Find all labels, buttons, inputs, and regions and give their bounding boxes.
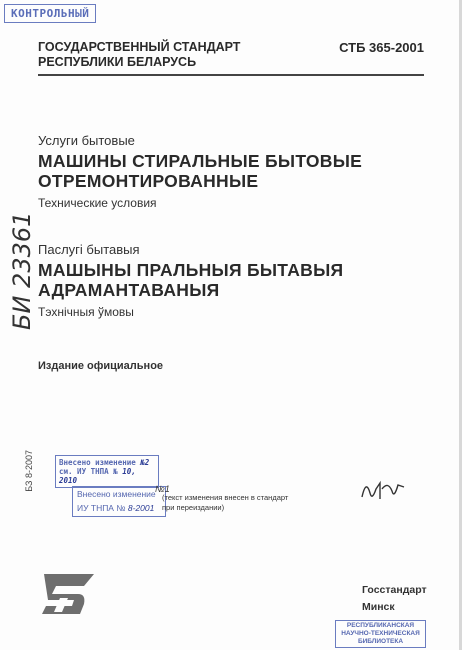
be-title-line1: МАШЫНЫ ПРАЛЬНЫЯ БЫТАВЫЯ	[38, 260, 344, 280]
change-stamp-2-line2: см. ИУ ТНПА № 10, 2010	[59, 467, 136, 485]
publisher-city: Минск	[362, 601, 395, 613]
header-divider	[38, 74, 424, 76]
signature	[358, 475, 408, 505]
gosstandart-logo-icon	[38, 568, 100, 620]
library-stamp-line1: РЕСПУБЛИКАНСКАЯ	[346, 622, 415, 629]
ru-subtitle: Услуги бытовые	[38, 133, 135, 148]
change-stamp-1-line2: ИУ ТНПА № 8-2001	[77, 503, 155, 513]
edition-label: Издание официальное	[38, 360, 164, 372]
publisher-name: Госстандарт	[362, 584, 427, 596]
change-note: (текст изменения внесен в стандарт при переиздании)	[162, 493, 289, 512]
be-title-line2: АДРАМАНТАВАНЫЯ	[38, 280, 220, 300]
change-number-handwritten: №1	[155, 484, 170, 494]
russian-title-block	[38, 133, 428, 210]
belarusian-title-block	[38, 242, 428, 319]
header-org-line1: ГОСУДАРСТВЕННЫЙ СТАНДАРТ	[38, 40, 241, 54]
header-org-line2: РЕСПУБЛИКИ БЕЛАРУСЬ	[38, 55, 197, 69]
change-stamp-2	[55, 455, 159, 488]
change-stamp-2-line1: Внесено изменение №2	[59, 458, 150, 467]
ru-conditions: Технические условия	[38, 196, 157, 210]
change-stamp-1-line1: Внесено изменение	[77, 489, 156, 499]
ru-title-line1: МАШИНЫ СТИРАЛЬНЫЕ БЫТОВЫЕ	[38, 151, 363, 171]
standard-code: СТБ 365-2001	[339, 40, 424, 55]
library-stamp-line2: НАУЧНО-ТЕХНИЧЕСКАЯ	[341, 630, 420, 637]
publisher	[362, 582, 427, 616]
ru-title-line2: ОТРЕМОНТИРОВАННЫЕ	[38, 171, 259, 191]
svg-text:БИ 23361: БИ 23361	[8, 211, 36, 330]
be-conditions: Тэхнічныя ўмовы	[38, 305, 134, 319]
be-subtitle: Паслугі бытавыя	[38, 242, 140, 257]
change-stamp-1	[72, 486, 166, 517]
control-stamp: КОНТРОЛЬНЫЙ	[4, 4, 96, 23]
side-code: БЗ 8-2007	[24, 450, 34, 492]
handwritten-inventory-number	[2, 185, 42, 335]
header	[38, 40, 424, 70]
library-stamp	[335, 620, 426, 648]
library-stamp-line3: БИБЛИОТЕКА	[357, 638, 404, 645]
